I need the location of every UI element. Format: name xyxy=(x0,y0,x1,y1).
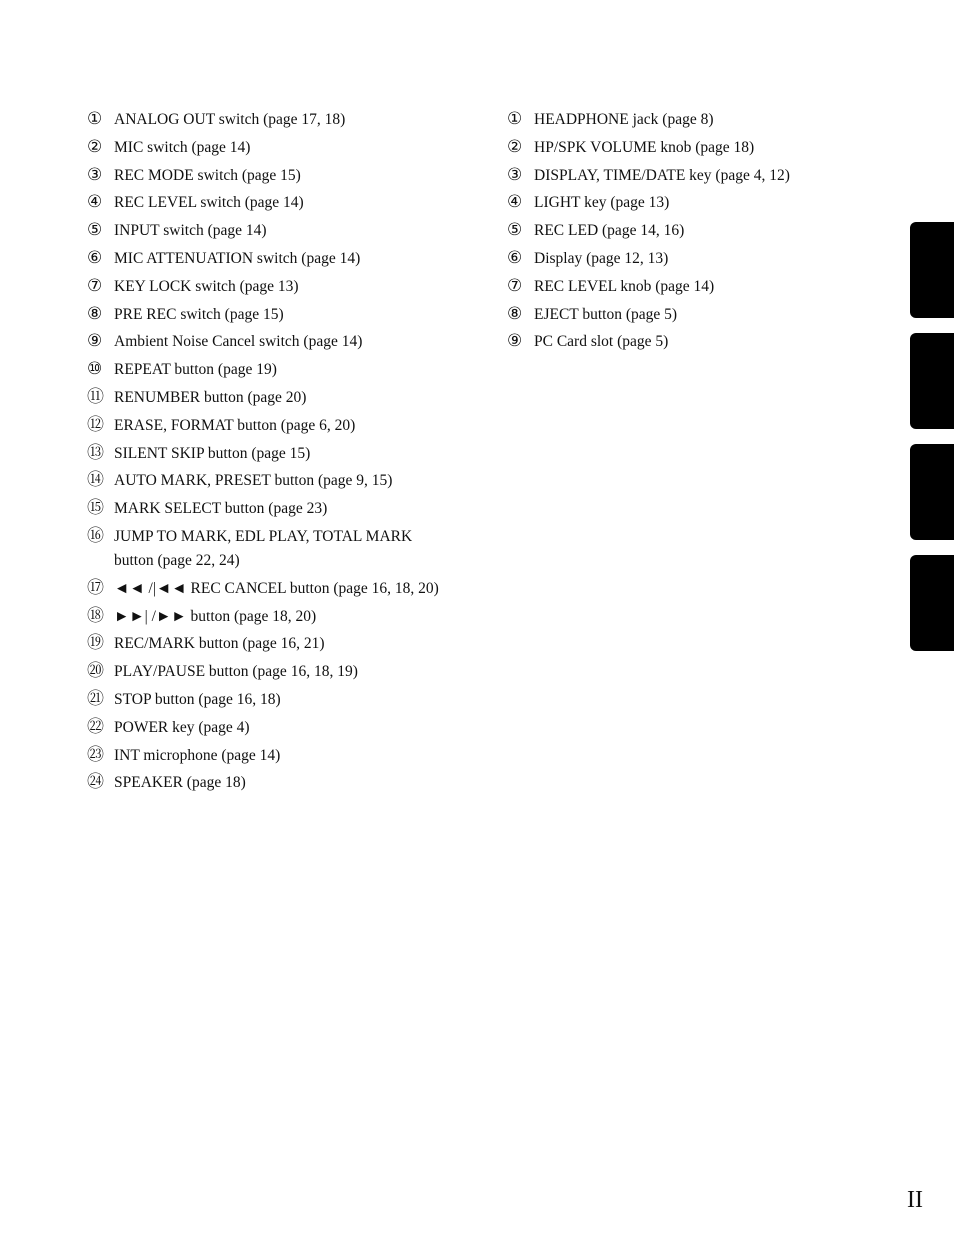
item-label: MARK SELECT button (page 23) xyxy=(114,500,328,518)
page-number: II xyxy=(907,1187,923,1213)
list-item xyxy=(87,660,487,684)
list-item xyxy=(507,164,847,188)
item-label: KEY LOCK switch (page 13) xyxy=(114,277,299,295)
item-label: ANALOG OUT switch (page 17, 18) xyxy=(114,111,346,128)
item-label: ►►| /►► button (page 18, 20) xyxy=(114,607,317,625)
item-number: ㉒ xyxy=(87,716,104,737)
item-label: PC Card slot (page 5) xyxy=(534,333,669,351)
item-label: SPEAKER (page 18) xyxy=(114,774,246,792)
item-number: ⑭ xyxy=(87,470,104,491)
list-item xyxy=(87,414,487,438)
item-number: ④ xyxy=(87,192,103,213)
list-item xyxy=(87,771,487,795)
list-item xyxy=(87,191,487,215)
list-item xyxy=(87,577,487,601)
list-item xyxy=(507,275,847,299)
item-number: ① xyxy=(507,109,523,129)
list-item xyxy=(507,247,847,271)
list-item xyxy=(507,191,847,215)
item-label: ERASE, FORMAT button (page 6, 20) xyxy=(114,416,356,434)
list-item xyxy=(87,688,487,712)
item-label: Ambient Noise Cancel switch (page 14) xyxy=(114,333,363,351)
list-item xyxy=(507,108,847,132)
left-parts-list xyxy=(87,108,487,799)
item-number: ⑮ xyxy=(87,498,104,519)
item-label: REC/MARK button (page 16, 21) xyxy=(114,635,325,653)
item-number: ⑥ xyxy=(87,247,103,268)
list-item xyxy=(87,247,487,271)
item-label: INPUT switch (page 14) xyxy=(114,222,267,240)
item-label: STOP button (page 16, 18) xyxy=(114,690,281,708)
item-label: AUTO MARK, PRESET button (page 9, 15) xyxy=(114,472,393,490)
list-item xyxy=(87,605,487,629)
thumb-tab xyxy=(910,444,954,540)
language-thumb-tabs xyxy=(910,222,954,666)
item-label: DISPLAY, TIME/DATE key (page 4, 12) xyxy=(534,166,790,184)
item-number: ⑥ xyxy=(507,247,523,268)
list-item xyxy=(87,744,487,768)
item-label: EJECT button (page 5) xyxy=(534,305,678,323)
item-label: INT microphone (page 14) xyxy=(114,746,281,764)
item-number: ㉔ xyxy=(87,772,104,793)
item-number: ⑨ xyxy=(87,331,103,352)
list-item xyxy=(507,219,847,243)
item-label: MIC switch (page 14) xyxy=(114,138,251,156)
item-number: ⑦ xyxy=(507,275,523,296)
list-item xyxy=(87,442,487,466)
item-number: ⑯ xyxy=(87,525,104,546)
list-item xyxy=(507,303,847,327)
item-number: ⑪ xyxy=(87,386,104,407)
list-item xyxy=(87,164,487,188)
item-number: ③ xyxy=(507,164,523,185)
list-item xyxy=(87,632,487,656)
item-number: ⑫ xyxy=(87,414,104,435)
thumb-tab xyxy=(910,555,954,651)
item-number: ② xyxy=(507,136,523,157)
item-label: RENUMBER button (page 20) xyxy=(114,388,307,406)
list-item xyxy=(87,108,487,132)
list-item xyxy=(87,525,449,573)
list-item xyxy=(507,136,847,160)
item-label: REC LEVEL knob (page 14) xyxy=(534,277,715,295)
list-item xyxy=(87,386,487,410)
item-number: ⑳ xyxy=(87,661,104,682)
item-label: REC LEVEL switch (page 14) xyxy=(114,194,304,212)
item-label: SILENT SKIP button (page 15) xyxy=(114,444,311,462)
item-number: ⑤ xyxy=(87,220,103,241)
item-number: ⑤ xyxy=(507,220,523,241)
list-item xyxy=(87,469,487,493)
thumb-tab xyxy=(910,222,954,318)
item-number: ⑧ xyxy=(87,303,103,324)
item-label: REC MODE switch (page 15) xyxy=(114,166,301,184)
item-label: JUMP TO MARK, EDL PLAY, TOTAL MARK button (page 22, 24) xyxy=(114,527,413,569)
item-number: ㉑ xyxy=(87,688,104,709)
item-number: ② xyxy=(87,136,103,157)
item-number: ⑦ xyxy=(87,275,103,296)
item-label: PLAY/PAUSE button (page 16, 18, 19) xyxy=(114,663,358,681)
list-item xyxy=(87,303,487,327)
item-number: ⑲ xyxy=(87,633,104,654)
list-item xyxy=(87,497,487,521)
item-label: REC LED (page 14, 16) xyxy=(534,222,685,240)
list-item xyxy=(87,358,487,382)
item-label: POWER key (page 4) xyxy=(114,718,250,736)
item-number: ⑬ xyxy=(87,442,104,463)
list-item xyxy=(87,716,487,740)
item-label: ◄◄ /|◄◄ REC CANCEL button (page 16, 18, 20) xyxy=(114,579,439,597)
list-item xyxy=(87,136,487,160)
item-label: Display (page 12, 13) xyxy=(534,249,669,267)
list-item xyxy=(87,219,487,243)
list-item xyxy=(87,275,487,299)
item-label: HP/SPK VOLUME knob (page 18) xyxy=(534,138,755,156)
item-number: ④ xyxy=(507,192,523,213)
item-number: ③ xyxy=(87,164,103,185)
item-number: ⑩ xyxy=(87,359,103,380)
item-label: PRE REC switch (page 15) xyxy=(114,305,284,323)
item-number: ① xyxy=(87,109,103,129)
item-number: ⑱ xyxy=(87,605,104,626)
item-number: ⑰ xyxy=(87,577,104,598)
item-number: ㉓ xyxy=(87,744,104,765)
item-label: HEADPHONE jack (page 8) xyxy=(534,111,714,128)
list-item xyxy=(507,330,847,354)
item-number: ⑧ xyxy=(507,303,523,324)
right-parts-list xyxy=(507,108,847,358)
item-label: MIC ATTENUATION switch (page 14) xyxy=(114,249,361,267)
item-number: ⑨ xyxy=(507,331,523,352)
thumb-tab xyxy=(910,333,954,429)
list-item xyxy=(87,330,487,354)
item-label: LIGHT key (page 13) xyxy=(534,194,670,212)
item-label: REPEAT button (page 19) xyxy=(114,361,277,379)
